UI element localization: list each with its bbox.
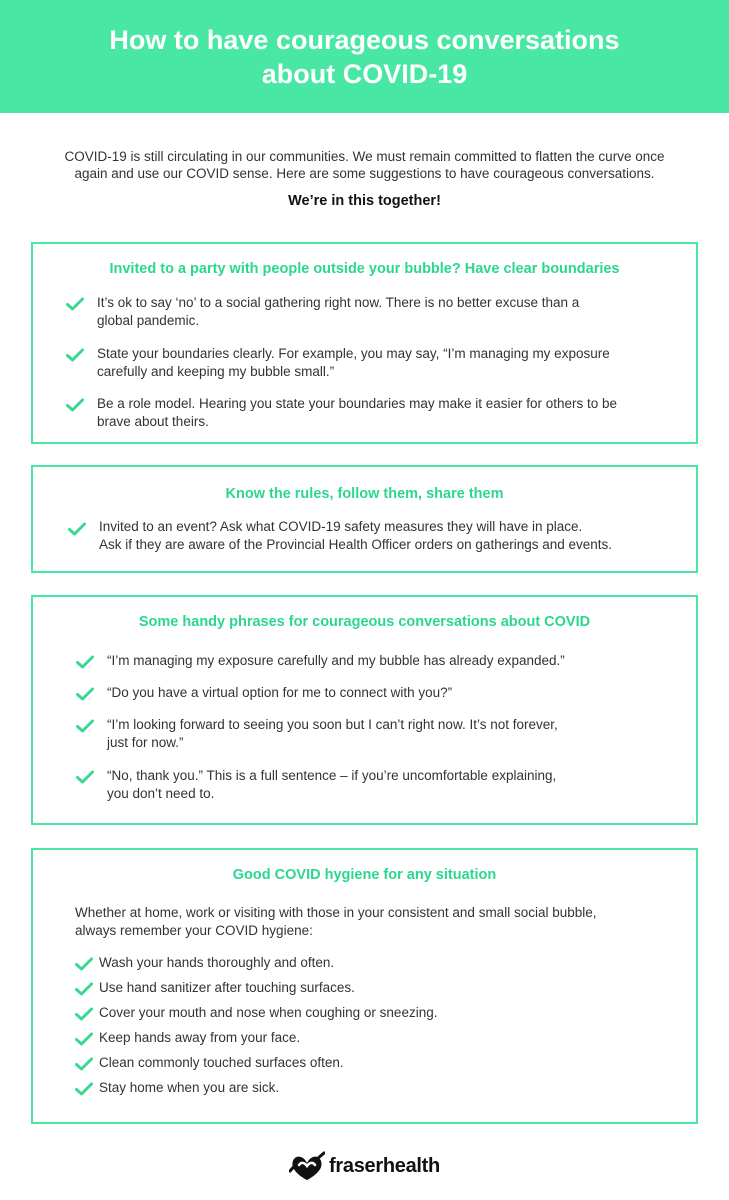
list-item xyxy=(99,518,689,554)
section-boundaries xyxy=(31,242,698,444)
intro-line-1: COVID-19 is still circulating in our communities. We must remain committed to flatten the curve once xyxy=(64,149,665,164)
list-item xyxy=(99,1054,679,1072)
section-intro-line: always remember your COVID hygiene: xyxy=(75,923,313,938)
page-header xyxy=(0,0,729,113)
list-item xyxy=(107,716,687,752)
check-icon xyxy=(75,1007,93,1021)
list-item xyxy=(107,684,687,702)
check-icon xyxy=(68,522,86,536)
list-item-line: global pandemic. xyxy=(97,313,200,328)
list-item xyxy=(99,1079,679,1097)
list-item-line: Cover your mouth and nose when coughing or sneezing. xyxy=(99,1005,438,1020)
list-item-line: It’s ok to say ‘no’ to a social gathering right now. There is no better excuse than a xyxy=(97,295,580,310)
list-item-line: “No, thank you.” This is a full sentence – if you’re uncomfortable explaining, xyxy=(107,768,557,783)
section-title: Know the rules, follow them, share them xyxy=(225,486,504,502)
check-icon xyxy=(66,348,84,362)
list-item-line: Invited to an event? Ask what COVID-19 safety measures they will have in place. xyxy=(99,519,583,534)
check-icon xyxy=(66,297,84,311)
section-intro xyxy=(75,904,685,940)
page-title-line-2: about COVID-19 xyxy=(261,58,468,89)
list-item xyxy=(99,979,679,997)
intro-line-2: again and use our COVID sense. Here are some suggestions to have courageous conversations. xyxy=(74,166,655,181)
list-item-line: Use hand sanitizer after touching surfaces. xyxy=(99,980,355,995)
check-icon xyxy=(75,1032,93,1046)
check-icon xyxy=(66,398,84,412)
list-item-line: “I’m looking forward to seeing you soon but I can’t right now. It’s not forever, xyxy=(107,717,558,732)
fraserhealth-logo-text: fraserhealth xyxy=(329,1154,440,1177)
check-icon xyxy=(75,957,93,971)
list-item-line: “I’m managing my exposure carefully and my bubble has already expanded.” xyxy=(107,653,565,668)
check-icon xyxy=(76,655,94,669)
section-intro-line: Whether at home, work or visiting with those in your consistent and small social bubble, xyxy=(75,905,597,920)
list-item-line: brave about theirs. xyxy=(97,414,209,429)
list-item-line: Wash your hands thoroughly and often. xyxy=(99,955,335,970)
list-item xyxy=(99,1029,679,1047)
section-hygiene xyxy=(31,848,698,1124)
list-item-line: carefully and keeping my bubble small.” xyxy=(97,364,335,379)
check-icon xyxy=(75,982,93,996)
list-item xyxy=(97,345,687,381)
footer-logo xyxy=(0,1150,729,1182)
intro-text xyxy=(30,148,699,182)
list-item-line: just for now.” xyxy=(107,735,184,750)
section-title: Good COVID hygiene for any situation xyxy=(232,867,497,883)
list-item-line: you don’t need to. xyxy=(107,786,215,801)
section-title: Invited to a party with people outside your bubble? Have clear boundaries xyxy=(109,261,620,277)
list-item xyxy=(97,294,687,330)
list-item-line: Ask if they are aware of the Provincial Health Officer orders on gatherings and events. xyxy=(99,537,613,552)
section-title: Some handy phrases for courageous conversations about COVID xyxy=(138,614,591,630)
section-rules xyxy=(31,465,698,573)
tagline: We’re in this together! xyxy=(288,193,441,209)
list-item-line: Be a role model. Hearing you state your boundaries may make it easier for others to be xyxy=(97,396,618,411)
page-title-line-1: How to have courageous conversations xyxy=(109,24,620,55)
check-icon xyxy=(75,1082,93,1096)
list-item-line: State your boundaries clearly. For example, you may say, “I’m managing my exposure xyxy=(97,346,610,361)
check-icon xyxy=(76,687,94,701)
list-item xyxy=(99,954,679,972)
list-item-line: Stay home when you are sick. xyxy=(99,1080,280,1095)
list-item xyxy=(107,652,687,670)
check-icon xyxy=(76,770,94,784)
list-item-line: Clean commonly touched surfaces often. xyxy=(99,1055,344,1070)
list-item xyxy=(107,767,687,803)
fraserhealth-logo-icon xyxy=(289,1151,325,1181)
check-icon xyxy=(75,1057,93,1071)
list-item xyxy=(97,395,687,431)
list-item xyxy=(99,1004,679,1022)
list-item-line: “Do you have a virtual option for me to connect with you?” xyxy=(107,685,453,700)
section-phrases xyxy=(31,595,698,825)
list-item-line: Keep hands away from your face. xyxy=(99,1030,301,1045)
check-icon xyxy=(76,719,94,733)
